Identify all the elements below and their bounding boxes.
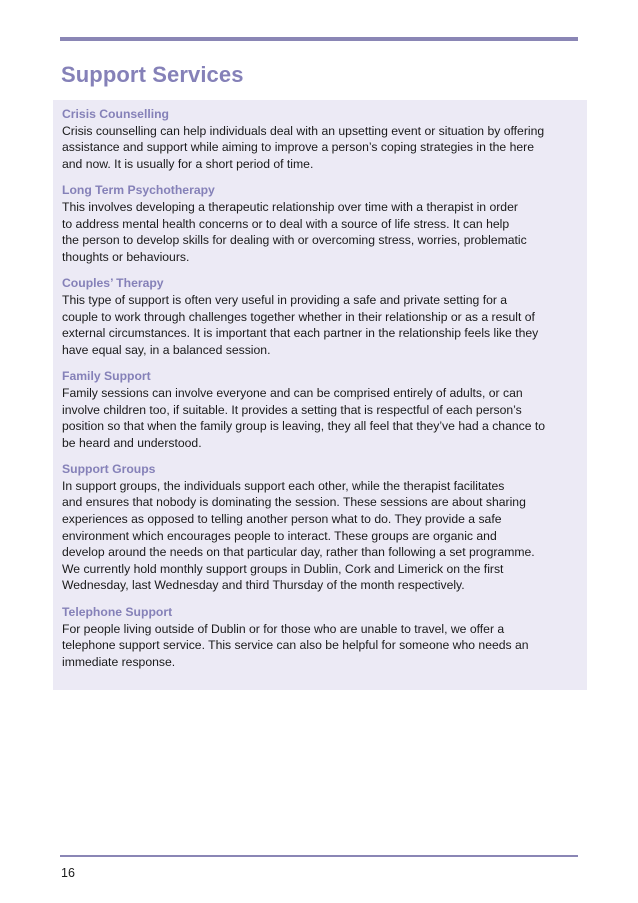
section-heading: Couples’ Therapy: [62, 276, 164, 291]
section-body: [62, 621, 579, 671]
section-family-support: [62, 368, 579, 451]
body-line: experiences as opposed to telling another person what to do. They provide a safe: [62, 512, 502, 527]
body-line: position so that when the family group is leaving, they all feel that they’ve had a chance to: [62, 419, 546, 434]
section-long-term-psychotherapy: [62, 182, 579, 265]
top-rule: [60, 37, 578, 41]
section-body: [62, 199, 579, 265]
bottom-rule: [60, 855, 578, 857]
body-line: assistance and support while aiming to improve a person’s coping strategies in the here: [62, 140, 534, 155]
section-heading: Telephone Support: [62, 605, 173, 620]
body-line: and now. It is usually for a short period of time.: [62, 156, 314, 171]
body-line: develop around the needs on that particular day, rather than following a set programme.: [62, 545, 535, 560]
body-line: be heard and understood.: [62, 435, 202, 450]
section-heading: Crisis Counselling: [62, 107, 169, 121]
body-line: thoughts or behaviours.: [62, 249, 190, 264]
body-line: For people living outside of Dublin or for those who are unable to travel, we offer a: [62, 621, 505, 636]
section-body: [62, 292, 579, 358]
body-line: This type of support is often very useful in providing a safe and private setting for a: [62, 292, 508, 307]
section-heading: Support Groups: [62, 462, 156, 477]
section-body: [62, 385, 579, 451]
body-line: to address mental health concerns or to deal with a source of life stress. It can help: [62, 216, 510, 231]
section-heading: Long Term Psychotherapy: [62, 183, 215, 198]
body-line: Wednesday, last Wednesday and third Thursday of the month respectively.: [62, 578, 465, 593]
section-support-groups: [62, 461, 579, 594]
body-line: and ensures that nobody is dominating the session. These sessions are about sharing: [62, 495, 526, 510]
body-line: Crisis counselling can help individuals deal with an upsetting event or situation by offering: [62, 123, 545, 138]
section-crisis-counselling: [62, 106, 579, 172]
body-line: couple to work through challenges together whether in their relationship or as a result of: [62, 309, 535, 324]
page-title: Support Services: [61, 62, 244, 87]
body-line: external circumstances. It is important that each partner in the relationship feels like they: [62, 326, 539, 341]
page-number: 16: [61, 866, 75, 880]
body-line: In support groups, the individuals support each other, while the therapist facilitates: [62, 478, 505, 493]
section-body: [62, 123, 579, 173]
section-heading: Family Support: [62, 369, 151, 384]
body-line: Family sessions can involve everyone and can be comprised entirely of adults, or can: [62, 385, 523, 400]
body-line: telephone support service. This service can also be helpful for someone who needs an: [62, 638, 529, 653]
body-line: involve children too, if suitable. It provides a setting that is respectful of each person’s: [62, 402, 522, 417]
body-line: environment which encourages people to interact. These groups are organic and: [62, 528, 497, 543]
body-line: immediate response.: [62, 654, 176, 669]
body-line: the person to develop skills for dealing with or overcoming stress, worries, problematic: [62, 233, 527, 248]
body-line: We currently hold monthly support groups in Dublin, Cork and Limerick on the first: [62, 561, 504, 576]
body-line: have equal say, in a balanced session.: [62, 342, 271, 357]
body-line: This involves developing a therapeutic relationship over time with a therapist in order: [62, 199, 518, 214]
section-couples-therapy: [62, 275, 579, 358]
section-body: [62, 478, 579, 594]
section-telephone-support: [62, 604, 579, 670]
support-services-panel: [53, 100, 587, 690]
